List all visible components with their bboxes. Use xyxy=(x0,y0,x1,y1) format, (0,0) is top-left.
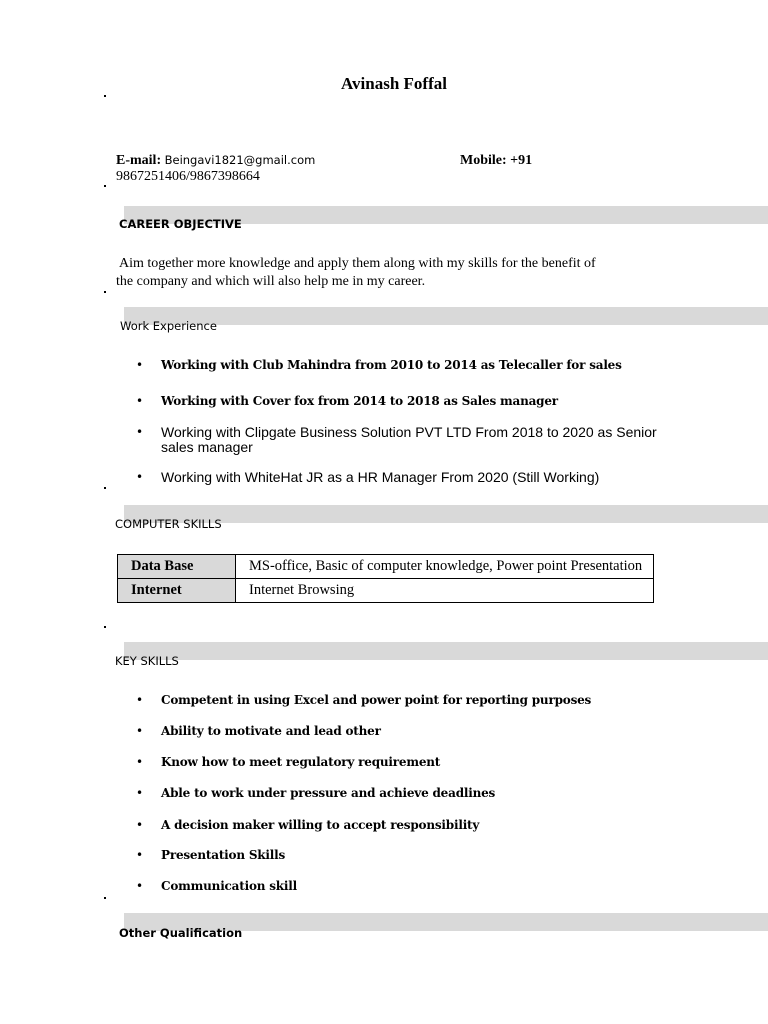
bullet-icon: • xyxy=(136,425,144,439)
margin-mark xyxy=(104,626,106,628)
other-qualification-heading: Other Qualification xyxy=(119,926,243,940)
key-skill-5: A decision maker willing to accept responsibility xyxy=(161,818,480,832)
section-band xyxy=(124,307,768,325)
career-objective-heading: CAREER OBJECTIVE xyxy=(119,217,242,231)
mobile-numbers: 9867251406/9867398664 xyxy=(116,169,260,184)
table-row xyxy=(118,555,654,579)
candidate-name: Avinash Foffal xyxy=(341,74,447,93)
mobile-label: Mobile: +91 xyxy=(460,153,533,168)
table-row xyxy=(118,579,654,603)
key-skill-4: Able to work under pressure and achieve deadlines xyxy=(161,786,496,800)
bullet-icon: • xyxy=(136,755,144,769)
key-skill-6: Presentation Skills xyxy=(161,848,286,862)
margin-mark xyxy=(104,291,106,293)
margin-mark xyxy=(104,95,106,97)
work-item-3: Working with Clipgate Business Solution PVT LTD From 2018 to 2020 as Senior sales manager xyxy=(161,424,657,455)
bullet-icon: • xyxy=(136,724,144,738)
section-band xyxy=(124,642,768,660)
bullet-icon: • xyxy=(136,786,144,800)
bullet-icon: • xyxy=(136,848,144,862)
computer-skills-table xyxy=(117,554,654,603)
margin-mark xyxy=(104,897,106,899)
objective-line-1: Aim together more knowledge and apply them along with my skills for the benefit of xyxy=(119,256,596,271)
bullet-icon: • xyxy=(136,693,144,707)
table-cell-value: MS-office, Basic of computer knowledge, Power point Presentation xyxy=(236,555,654,579)
bullet-icon: • xyxy=(136,394,144,408)
work-item-4: Working with WhiteHat JR as a HR Manager From 2020 (Still Working) xyxy=(161,469,600,485)
key-skill-1: Competent in using Excel and power point for reporting purposes xyxy=(161,693,592,707)
computer-skills-heading: COMPUTER SKILLS xyxy=(115,517,222,531)
key-skill-7: Communication skill xyxy=(161,879,297,893)
bullet-icon: • xyxy=(136,358,144,372)
work-experience-heading: Work Experience xyxy=(120,319,217,333)
table-cell-label: Data Base xyxy=(118,555,236,579)
margin-mark xyxy=(104,185,106,187)
email-line xyxy=(116,153,315,169)
key-skill-2: Ability to motivate and lead other xyxy=(161,724,381,738)
email-label: E-mail: xyxy=(116,153,162,168)
email-value: Beingavi1821@gmail.com xyxy=(164,153,316,167)
work-item-2: Working with Cover fox from 2014 to 2018 as Sales manager xyxy=(161,394,558,408)
table-cell-label: Internet xyxy=(118,579,236,603)
key-skills-heading: KEY SKILLS xyxy=(115,654,179,668)
bullet-icon: • xyxy=(136,818,144,832)
work-item-1: Working with Club Mahindra from 2010 to 2014 as Telecaller for sales xyxy=(161,358,622,372)
bullet-icon: • xyxy=(136,879,144,893)
bullet-icon: • xyxy=(136,470,144,484)
margin-mark xyxy=(104,487,106,489)
table-cell-value: Internet Browsing xyxy=(236,579,654,603)
key-skill-3: Know how to meet regulatory requirement xyxy=(161,755,441,769)
objective-line-2: the company and which will also help me in my career. xyxy=(116,274,426,289)
